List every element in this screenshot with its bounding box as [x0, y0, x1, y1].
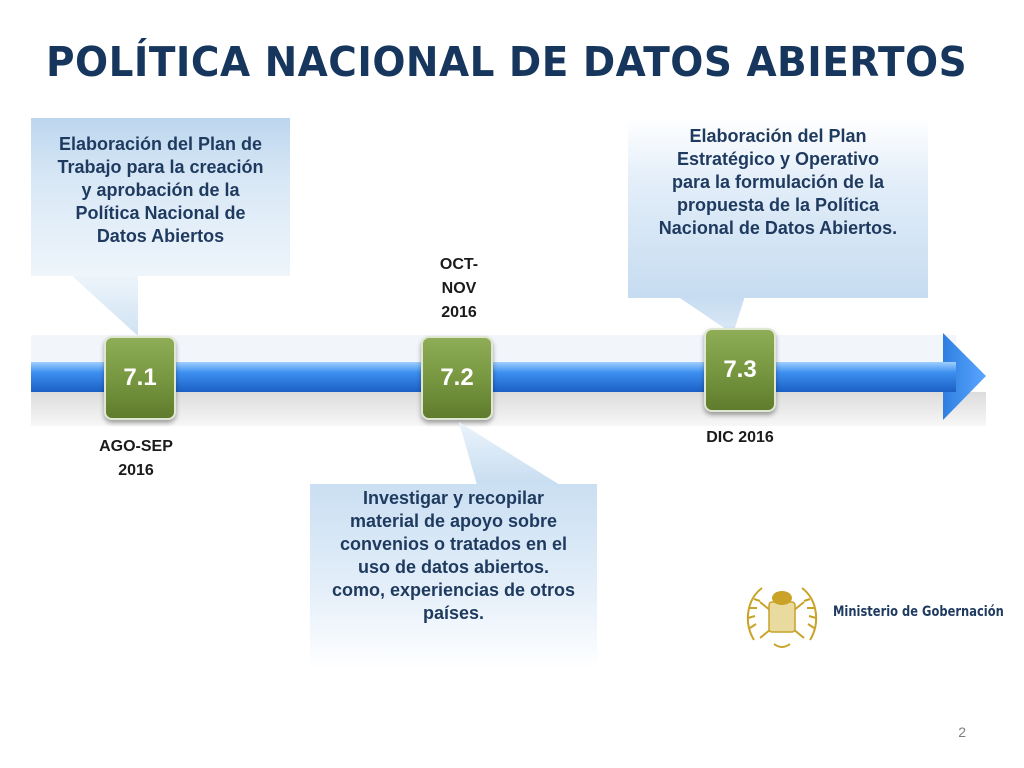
callout-2-pointer: [455, 420, 565, 486]
callout-line: Investigar y recopilar: [362, 488, 545, 508]
date-line: 2016: [441, 304, 477, 321]
callout-line: uso de datos abiertos.: [357, 557, 550, 577]
callout-line: Elaboración del Plan: [689, 126, 867, 146]
callout-line: y aprobación de la: [81, 180, 240, 200]
callout-line: Trabajo para la creación: [57, 157, 264, 177]
date-line: OCT-: [439, 256, 479, 273]
callout-line: propuesta de la Política: [676, 195, 880, 215]
callout-line: material de apoyo sobre: [349, 511, 558, 531]
milestone-7-2-date: [420, 253, 498, 325]
callout-line: Elaboración del Plan de: [58, 134, 263, 154]
date-line: AGO-SEP: [99, 438, 173, 455]
date-line: 2016: [118, 462, 154, 479]
ministry-name: Ministerio de Gobernación: [833, 604, 1004, 620]
milestone-7-3-box: 7.3: [704, 328, 776, 412]
callout-milestone-7-2: [310, 484, 597, 669]
slide-title: POLÍTICA NACIONAL DE DATOS ABIERTOS: [46, 38, 968, 86]
callout-1-pointer: [60, 274, 160, 338]
callout-line: Estratégico y Operativo: [676, 149, 880, 169]
milestone-7-1-date: [92, 435, 180, 483]
callout-line: como, experiencias de otros: [331, 580, 576, 600]
date-line: NOV: [441, 280, 477, 297]
callout-line: Nacional de Datos Abiertos.: [658, 218, 898, 238]
callout-line: países.: [422, 603, 485, 623]
callout-milestone-7-1: [31, 118, 290, 276]
callout-line: Política Nacional de: [75, 203, 246, 223]
date-line: DIC 2016: [706, 429, 774, 446]
callout-line: Datos Abiertos: [96, 226, 225, 246]
page-number: 2: [958, 724, 966, 740]
milestone-7-2-box: 7.2: [421, 336, 493, 420]
callout-line: para la formulación de la: [671, 172, 885, 192]
guatemala-coat-of-arms-icon: [740, 578, 824, 654]
callout-milestone-7-3: [628, 118, 928, 298]
milestone-7-3-date: [690, 426, 790, 450]
milestone-7-1-box: 7.1: [104, 336, 176, 420]
callout-line: convenios o tratados en el: [339, 534, 568, 554]
